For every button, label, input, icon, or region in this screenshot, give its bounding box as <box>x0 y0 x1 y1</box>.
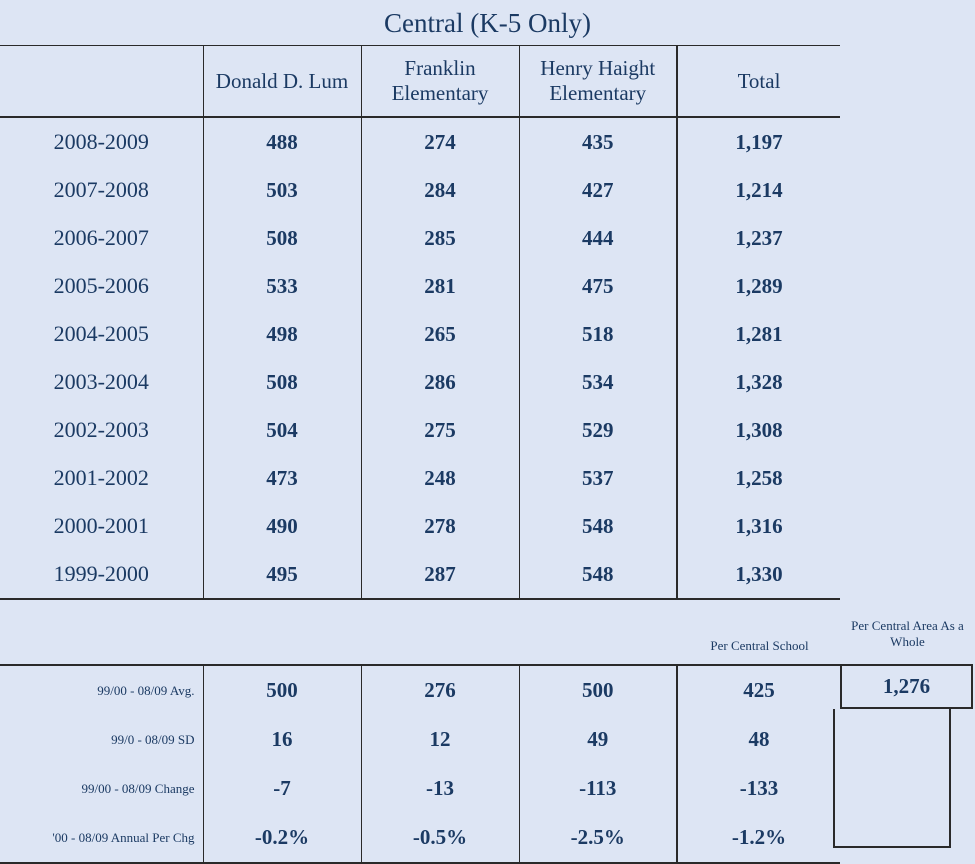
table-row <box>0 262 840 310</box>
cell-henry-haight: 529 <box>519 406 677 454</box>
table-row <box>0 502 840 550</box>
summary-row <box>0 764 840 813</box>
row-year: 2004-2005 <box>0 310 203 358</box>
cell-donald-lum: 473 <box>203 454 361 502</box>
table-row <box>0 214 840 262</box>
row-year: 2005-2006 <box>0 262 203 310</box>
summary-cell-franklin: -13 <box>361 764 519 813</box>
cell-total: 1,214 <box>677 166 840 214</box>
cell-total: 1,258 <box>677 454 840 502</box>
row-year: 2000-2001 <box>0 502 203 550</box>
cell-total: 1,281 <box>677 310 840 358</box>
cell-franklin: 278 <box>361 502 519 550</box>
cell-henry-haight: 518 <box>519 310 677 358</box>
column-header-total: Total <box>677 46 840 117</box>
row-year: 2007-2008 <box>0 166 203 214</box>
cell-total: 1,308 <box>677 406 840 454</box>
area-total-box-extension <box>833 709 951 848</box>
summary-cell-donald-lum: 16 <box>203 715 361 764</box>
table-row <box>0 358 840 406</box>
summary-row-label: 99/00 - 08/09 Change <box>0 764 203 813</box>
cell-henry-haight: 475 <box>519 262 677 310</box>
cell-franklin: 265 <box>361 310 519 358</box>
table-row <box>0 454 840 502</box>
cell-total: 1,316 <box>677 502 840 550</box>
cell-donald-lum: 504 <box>203 406 361 454</box>
page-title: Central (K-5 Only) <box>384 8 591 38</box>
summary-cell-per-school: 48 <box>677 715 840 764</box>
cell-franklin: 275 <box>361 406 519 454</box>
table-row <box>0 550 840 599</box>
cell-franklin: 248 <box>361 454 519 502</box>
column-header-henry-haight: Henry Haight Elementary <box>519 46 677 117</box>
label-per-central-school: Per Central School <box>710 638 809 653</box>
cell-donald-lum: 508 <box>203 358 361 406</box>
label-per-central-area: Per Central Area As a Whole <box>851 618 964 649</box>
summary-cell-donald-lum: 500 <box>203 665 361 715</box>
column-header-franklin: Franklin Elementary <box>361 46 519 117</box>
cell-franklin: 287 <box>361 550 519 599</box>
summary-cell-henry-haight: 500 <box>519 665 677 715</box>
cell-total: 1,330 <box>677 550 840 599</box>
cell-donald-lum: 490 <box>203 502 361 550</box>
summary-cell-franklin: 12 <box>361 715 519 764</box>
cell-franklin: 284 <box>361 166 519 214</box>
summary-cell-henry-haight: -113 <box>519 764 677 813</box>
row-year: 1999-2000 <box>0 550 203 599</box>
cell-donald-lum: 503 <box>203 166 361 214</box>
cell-henry-haight: 435 <box>519 117 677 166</box>
row-year: 2001-2002 <box>0 454 203 502</box>
column-header-year <box>0 46 203 117</box>
summary-cell-donald-lum: -0.2% <box>203 813 361 863</box>
cell-total: 1,289 <box>677 262 840 310</box>
summary-row <box>0 813 840 863</box>
area-total-value: 1,276 <box>840 664 973 709</box>
table-row <box>0 310 840 358</box>
row-year: 2003-2004 <box>0 358 203 406</box>
cell-franklin: 274 <box>361 117 519 166</box>
table-row <box>0 117 840 166</box>
cell-total: 1,328 <box>677 358 840 406</box>
cell-total: 1,237 <box>677 214 840 262</box>
column-header-donald-lum: Donald D. Lum <box>203 46 361 117</box>
row-year: 2006-2007 <box>0 214 203 262</box>
cell-donald-lum: 495 <box>203 550 361 599</box>
cell-henry-haight: 427 <box>519 166 677 214</box>
table-header-row <box>0 46 840 117</box>
summary-row-label: '00 - 08/09 Annual Per Chg <box>0 813 203 863</box>
cell-henry-haight: 548 <box>519 550 677 599</box>
cell-donald-lum: 488 <box>203 117 361 166</box>
enrollment-table <box>0 46 840 600</box>
table-row <box>0 166 840 214</box>
summary-table <box>0 664 840 864</box>
summary-row-label: 99/00 - 08/09 Avg. <box>0 665 203 715</box>
cell-donald-lum: 508 <box>203 214 361 262</box>
summary-row <box>0 715 840 764</box>
summary-cell-franklin: -0.5% <box>361 813 519 863</box>
cell-henry-haight: 444 <box>519 214 677 262</box>
cell-donald-lum: 533 <box>203 262 361 310</box>
summary-cell-donald-lum: -7 <box>203 764 361 813</box>
cell-donald-lum: 498 <box>203 310 361 358</box>
summary-cell-henry-haight: 49 <box>519 715 677 764</box>
summary-row-label: 99/0 - 08/09 SD <box>0 715 203 764</box>
row-year: 2002-2003 <box>0 406 203 454</box>
summary-row <box>0 665 840 715</box>
summary-cell-per-school: -133 <box>677 764 840 813</box>
cell-henry-haight: 537 <box>519 454 677 502</box>
summary-cell-per-school: -1.2% <box>677 813 840 863</box>
cell-franklin: 281 <box>361 262 519 310</box>
cell-henry-haight: 548 <box>519 502 677 550</box>
summary-cell-per-school: 425 <box>677 665 840 715</box>
cell-franklin: 285 <box>361 214 519 262</box>
row-year: 2008-2009 <box>0 117 203 166</box>
cell-franklin: 286 <box>361 358 519 406</box>
summary-cell-henry-haight: -2.5% <box>519 813 677 863</box>
cell-total: 1,197 <box>677 117 840 166</box>
cell-henry-haight: 534 <box>519 358 677 406</box>
table-row <box>0 406 840 454</box>
summary-cell-franklin: 276 <box>361 665 519 715</box>
